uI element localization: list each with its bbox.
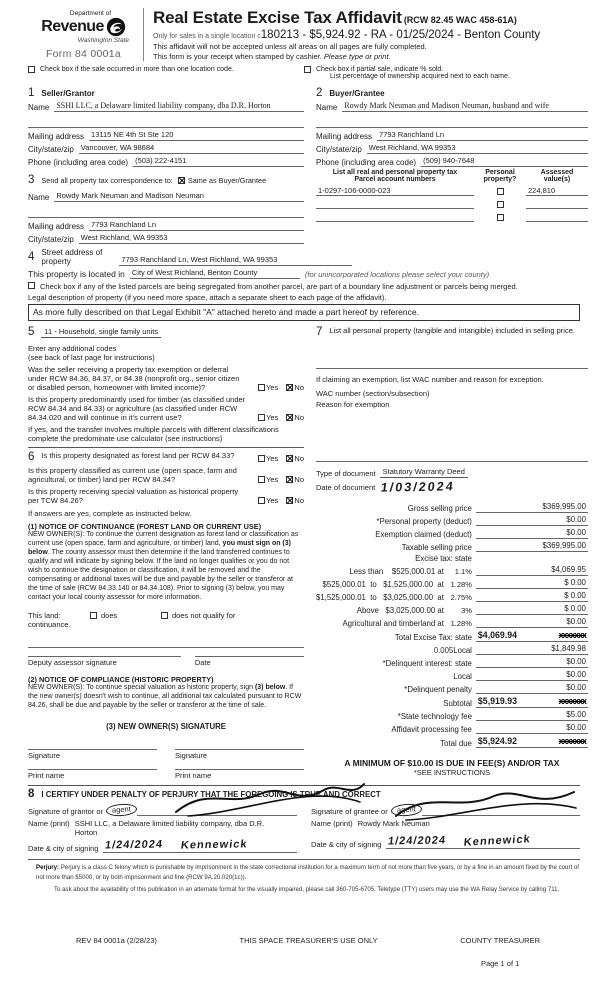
- multiple-location-label: Check box if the sale occurred in more than one location code.: [40, 66, 234, 73]
- buyer-mailing-field[interactable]: 7793 Ranchland Ln: [377, 130, 588, 141]
- title-rcw-ref: (RCW 82.45 WAC 458-61A): [403, 15, 517, 25]
- date-of-document-field[interactable]: 1/03/2024: [380, 479, 456, 495]
- seller-city-label: City/state/zip: [28, 145, 74, 154]
- parcel-number-field[interactable]: 1-0297-106-0000-023: [316, 186, 474, 196]
- buyer-phone-label: Phone (including area code): [316, 158, 417, 167]
- assessed-value-field[interactable]: 224,810: [526, 186, 588, 196]
- local-tax-field[interactable]: $1,849.98: [476, 644, 588, 655]
- spacer: [476, 562, 588, 563]
- grantee-signature-block: Signature of grantee or agent Name (print) Rowdy Mark Neuman Date & city of signing 1/24/2024 Kennewick: [311, 804, 580, 853]
- bracket-label: Above $3,025,000.00 at: [356, 606, 444, 615]
- agricultural-amount-field[interactable]: $0.00: [476, 617, 588, 628]
- checkbox-does-qualify[interactable]: [90, 612, 97, 619]
- checkbox-historic-no[interactable]: [286, 497, 293, 504]
- total-due-label: Total due: [440, 739, 472, 748]
- located-in-field[interactable]: City of West Richland, Benton County: [130, 268, 300, 279]
- type-or-print-note: Please type or print.: [323, 52, 391, 61]
- total-excise-state-field[interactable]: $4,069.94 xxxxxxx: [477, 630, 586, 640]
- bracket-rate: 2.75%: [450, 593, 472, 602]
- section-3-header: 3 Send all property tax correspondence to: Same as Buyer/Grantee: [28, 174, 267, 186]
- header-instruction-2: This form is your receipt when stamped by cashier.: [153, 52, 322, 61]
- section-7-column: [316, 326, 588, 780]
- new-owner-signature-lines: [28, 749, 304, 760]
- owner-signature-line-1[interactable]: Signature: [28, 749, 157, 760]
- partial-sale-label: Check box if partial sale, indicate % sold. List percentage of ownership acquired next to each name.: [316, 66, 510, 80]
- section-7-header: 7 List all personal property (tangible and intangible) included in selling price.: [316, 326, 575, 338]
- tax-label: Exemption claimed (deduct): [375, 530, 472, 539]
- notice-compliance-title: (2) NOTICE OF COMPLIANCE (HISTORIC PROPERTY): [28, 674, 214, 684]
- tax-label: Gross selling price: [407, 504, 472, 513]
- blank-line: [316, 360, 588, 369]
- blank-line: [28, 209, 304, 218]
- accessibility-note: To ask about the availability of this publication in an alternate format for the visually impaired, please call 360-705-6705. Teletype (TTY) users may use the WA Relay Service by calling 711.: [54, 885, 560, 893]
- land-qualify-row: This land: continuance. does does not qualify for: [28, 610, 236, 629]
- blank-line: [316, 453, 588, 462]
- checkbox-q1-yes[interactable]: [258, 384, 265, 391]
- exemption-claimed-field[interactable]: $0.00: [476, 528, 588, 539]
- exemption-note: If claiming an exemption, list WAC number and reason for exception.: [316, 375, 544, 384]
- grantor-date-city-line[interactable]: 1/24/2024 Kennewick: [103, 839, 297, 853]
- grantee-signature-line[interactable]: [422, 814, 581, 816]
- assessed-value-field[interactable]: [526, 212, 588, 222]
- checkbox-personal-property-2[interactable]: [497, 201, 504, 208]
- this-land-label: This land: continuance.: [28, 610, 71, 629]
- wac-number-label: WAC number (section/subsection): [316, 389, 430, 398]
- buyer-city-label: City/state/zip: [316, 145, 362, 154]
- excise-tax-state-label: Excise tax: state: [415, 554, 472, 563]
- grantor-signature-block: Signature of grantor or agent Name (print) SSHI LLC, a Delaware limited liability company, dba D.R. Horton Date & city of signing 1/24/2024 Kennewick: [28, 804, 297, 853]
- cashier-stamp-text: 180213 - $5,924.92 - RA - 01/25/2024 - Benton County: [260, 29, 541, 41]
- correspondence-name-label: Name: [28, 193, 50, 202]
- header-title-block: [144, 8, 580, 61]
- bracket-4-amount-field[interactable]: $ 0.00: [476, 604, 588, 615]
- tax-label: *Delinquent interest: state: [382, 659, 472, 668]
- seller-mailing-field[interactable]: 13115 NE 4th St Ste 120: [89, 130, 304, 141]
- section-5-6-column: [28, 326, 316, 780]
- predominate-use-note: If yes, and the transfer involves multiple parcels with different classifications complete the predominate use calculator (see instructions): [28, 425, 279, 443]
- section-2-number: 2: [316, 87, 323, 99]
- seller-phone-field[interactable]: (503) 222-4151: [133, 156, 304, 167]
- correspondence-city-field[interactable]: West Richland, WA 99353: [79, 233, 304, 244]
- deputy-date-line[interactable]: Date: [195, 656, 304, 667]
- new-owner-signature-title: (3) NEW OWNER(S) SIGNATURE: [106, 722, 226, 732]
- see-back-note: (see back of last page for instructions): [28, 353, 155, 362]
- grantor-print-name[interactable]: SSHI LLC, a Delaware limited liability company, dba D.R. Horton: [74, 819, 265, 838]
- seller-phone-label: Phone (including area code): [28, 158, 129, 167]
- parcel-col-header: List all real and personal property tax Parcel account numbers: [332, 169, 458, 183]
- checkbox-does-not-qualify[interactable]: [161, 612, 168, 619]
- checkbox-personal-property-1[interactable]: [497, 188, 504, 195]
- tax-label: *Personal property (deduct): [376, 517, 472, 526]
- tax-label: Taxable selling price: [401, 543, 472, 552]
- historic-property-question: Is this property receiving special valuation as historical property per TCW 84.26? Yes No: [28, 487, 304, 505]
- subtotal-label: Subtotal: [443, 699, 472, 708]
- date-of-document-label: Date of document: [316, 482, 376, 492]
- tax-label: *Delinquent penalty: [404, 685, 472, 694]
- checkbox-q1-no[interactable]: [286, 384, 293, 391]
- owner-print-line-1[interactable]: Print name: [28, 769, 157, 780]
- tax-label: *State technology fee: [397, 712, 472, 721]
- grantee-date-city-line[interactable]: 1/24/2024 Kennewick: [386, 835, 580, 849]
- correspondence-name-field[interactable]: Rowdy Mark Neuman and Madison Neuman: [54, 191, 304, 202]
- bracket-rate: 1.28%: [450, 619, 472, 628]
- current-use-question: Is this property classified as current use (open space, farm and agricultural, or timber) land per RCW 84.34? Yes No: [28, 466, 304, 484]
- county-treasurer-label: COUNTY TREASURER: [460, 935, 540, 945]
- timber-agriculture-question: Is this property predominantly used for timber (as classified under RCW 84.34 and 84.33) or agriculture (as classified under RCW 84.34.020 and will continue in it's current use? Yes No: [28, 395, 304, 422]
- notice-continuance-title: (1) NOTICE OF CONTINUANCE (FOREST LAND OR CURRENT USE): [28, 522, 262, 531]
- minimum-fee-note: A MINIMUM OF $10.00 IS DUE IN FEE(S) AND/OR TAX: [344, 758, 560, 768]
- bracket-1-amount-field[interactable]: $4,069.95: [476, 565, 588, 576]
- see-instructions-note: *SEE INSTRUCTIONS: [413, 768, 491, 777]
- land-use-code-field[interactable]: 11 - Household, single family units: [41, 327, 161, 338]
- bracket-rate: 1.1%: [454, 567, 472, 576]
- footer-rev-number: REV 84 0001a (2/28/23): [76, 935, 157, 945]
- grantee-print-name[interactable]: Rowdy Mark Neuman: [357, 819, 430, 829]
- footer: [28, 936, 580, 968]
- certify-statement: I CERTIFY UNDER PENALTY OF PERJURY THAT THE FOREGOING IS TRUE AND CORRECT: [41, 789, 381, 799]
- parcel-number-field[interactable]: [316, 199, 474, 209]
- parcel-row: [316, 199, 588, 209]
- if-answers-yes-note: If answers are yes, complete as instructed below.: [28, 509, 192, 518]
- bracket-2-amount-field[interactable]: $ 0.00: [476, 578, 588, 589]
- assessed-value-col-header: Assessed value(s): [540, 169, 574, 183]
- unincorporated-note: (for unincorporated locations please select your county): [304, 270, 490, 279]
- local-rate-row-label: 0.005Local: [433, 646, 472, 655]
- single-location-note: Only for sales in a single location c: [153, 33, 261, 40]
- gross-selling-price-field[interactable]: $369,995.00: [476, 502, 588, 513]
- personal-property-col-header: Personal property?: [483, 169, 517, 183]
- bracket-label: Less than $525,000.01 at: [349, 567, 444, 576]
- tax-label: Local: [453, 672, 472, 681]
- section-2-header: 2 Buyer/Grantee: [316, 87, 385, 99]
- affidavit-processing-fee-field[interactable]: $0.00: [476, 723, 588, 734]
- agent-circled: agent: [106, 803, 138, 817]
- buyer-name-label: Name: [316, 103, 338, 112]
- section-6-number: 6: [28, 451, 35, 463]
- section-6: [28, 447, 304, 780]
- seller-name-label: Name: [28, 103, 50, 112]
- seller-city-field[interactable]: Vancouver, WA 98684: [79, 143, 304, 154]
- agent-circled: agent: [390, 803, 422, 817]
- new-owner-print-lines: [28, 769, 304, 780]
- page-indicator: Page 1 of 1: [480, 958, 520, 968]
- seller-mailing-label: Mailing address: [28, 132, 85, 141]
- correspondence-city-label: City/state/zip: [28, 235, 74, 244]
- checkbox-forest-yes[interactable]: [258, 455, 265, 462]
- same-as-buyer-label: Same as Buyer/Grantee: [187, 175, 267, 185]
- county-treasurer-block: [460, 936, 540, 968]
- dor-logo: [28, 8, 144, 61]
- blank-line: [28, 639, 304, 648]
- agricultural-label: Agricultural and timberland at: [342, 619, 444, 628]
- exemption-deferral-question: Was the seller receiving a property tax exemption or deferral under RCW 84.36, 84.37, or 84.38 (nonprofit org., senior citizen or disabled person, homeowner with limited income)? Yes No: [28, 365, 304, 392]
- checkbox-same-as-buyer[interactable]: [178, 177, 185, 184]
- header: [28, 8, 580, 61]
- owner-signature-line-2[interactable]: Signature: [175, 749, 304, 760]
- correspondence-mailing-label: Mailing address: [28, 222, 85, 231]
- bracket-label: $1,525,000.01 to $3,025,000.00 at: [316, 593, 444, 602]
- logo-revenue-text: Revenue: [41, 18, 104, 35]
- checkbox-currentuse-yes[interactable]: [258, 476, 265, 483]
- treasurer-use-label: THIS SPACE TREASURER'S USE ONLY: [239, 935, 378, 945]
- header-checkboxes: [28, 66, 580, 80]
- checkbox-q2-no[interactable]: [286, 414, 293, 421]
- checkbox-historic-yes[interactable]: [258, 497, 265, 504]
- perjury-text: Perjury is a class C felony which is punishable by imprisonment in the state correctional institution for a maximum term of not more than five years, or by a fine in an amount fixed by the court of not more than $5000, or by both imprisonment and fine (RCW 9A.20.020(1c)).: [36, 864, 579, 881]
- deputy-assessor-signature-line[interactable]: Deputy assessor signature: [28, 656, 181, 667]
- delinquent-interest-local-field[interactable]: $0.00: [476, 670, 588, 681]
- additional-codes-label: Enter any additional codes: [28, 344, 117, 353]
- buyer-phone-field[interactable]: (509) 940-7648: [421, 156, 588, 167]
- checkbox-multiple-location[interactable]: [28, 66, 35, 73]
- logo-dept-text: Department of: [69, 10, 112, 17]
- section-8: [28, 785, 580, 853]
- legal-description-label: Legal description of property (if you need more space, attach a separate sheet to each page of the affidavit).: [28, 293, 387, 302]
- section-1-number: 1: [28, 87, 35, 99]
- parcel-table: [316, 169, 588, 222]
- forest-land-question: 6 Is this property designated as forest land per RCW 84.33? Yes No: [28, 451, 304, 463]
- checkbox-q2-yes[interactable]: [258, 414, 265, 421]
- segregated-label: Check box if any of the listed parcels are being segregated from another parcel, are part of a boundary line adjustment or parcels being merged.: [40, 282, 518, 291]
- located-in-label: This property is located in: [28, 269, 125, 279]
- header-instruction-1: This affidavit will not be accepted unless all areas on all pages are fully completed.: [153, 42, 427, 51]
- voided-amount: xxxxxxx: [558, 736, 586, 746]
- correspondence-mailing-field[interactable]: 7793 Ranchland Ln: [89, 220, 304, 231]
- section-7-number: 7: [316, 326, 323, 338]
- grantor-signature-line[interactable]: [137, 814, 297, 816]
- voided-amount: xxxxxxx: [558, 630, 586, 640]
- section-8-number: 8: [28, 788, 35, 801]
- delinquent-interest-state-field[interactable]: $0.00: [476, 657, 588, 668]
- right-column: [316, 82, 588, 244]
- checkbox-forest-no[interactable]: [286, 455, 293, 462]
- checkbox-segregated[interactable]: [28, 282, 35, 289]
- assessed-value-field[interactable]: [526, 199, 588, 209]
- personal-property-deduct-field[interactable]: $0.00: [476, 515, 588, 526]
- section-4: [28, 248, 580, 321]
- bracket-rate: 3%: [461, 606, 472, 615]
- type-of-document-label: Type of document: [316, 469, 376, 478]
- revenue-swirl-icon: [106, 17, 126, 37]
- total-excise-state-label: Total Excise Tax: state: [394, 633, 472, 642]
- bracket-label: $525,000.01 to $1,525,000.00 at: [322, 580, 444, 589]
- legal-description-field[interactable]: As more fully described on that Legal Exhibit "A" attached hereto and made a part hereof by reference.: [28, 304, 580, 321]
- state-technology-fee-field[interactable]: $5.00: [476, 710, 588, 721]
- voided-amount: xxxxxxx: [558, 696, 586, 706]
- left-column: [28, 82, 316, 244]
- street-address-field[interactable]: 7793 Ranchland Ln, West Richland, WA 99353: [119, 255, 351, 266]
- checkbox-personal-property-3[interactable]: [497, 214, 504, 221]
- parcel-row: [316, 212, 588, 222]
- street-address-label: Street address of property: [41, 248, 103, 266]
- bracket-3-amount-field[interactable]: $ 0.00: [476, 591, 588, 602]
- notice-compliance-body: NEW OWNER(S): To continue special valuation as historic property, sign (3) below. If the new owner(s) doesn't wish to continue, all additional tax calculated pursuant to RCW 84.26, shall be due and payable by the seller or transferor at the time of sale.: [28, 683, 302, 709]
- parcel-number-field[interactable]: [316, 212, 474, 222]
- section-4-number: 4: [28, 251, 35, 263]
- type-of-document-field[interactable]: Statutory Warranty Deed: [380, 467, 468, 478]
- owner-print-line-2[interactable]: Print name: [175, 769, 304, 780]
- perjury-note: [28, 859, 580, 893]
- form-number: Form 84 0001a: [45, 48, 122, 60]
- buyer-city-field[interactable]: West Richland, WA 99353: [367, 143, 588, 154]
- page-title: Real Estate Excise Tax Affidavit: [153, 8, 402, 27]
- total-due-field[interactable]: $5,924.92 xxxxxxx: [477, 736, 586, 746]
- subtotal-field[interactable]: $5,919.93 xxxxxxx: [477, 696, 586, 706]
- section-5-header: [28, 326, 304, 338]
- perjury-label: Perjury:: [36, 864, 60, 872]
- reason-exemption-label: Reason for exemption: [316, 400, 390, 409]
- blank-line: [316, 119, 588, 128]
- taxable-selling-price-field[interactable]: $369,995.00: [476, 541, 588, 552]
- seller-name-field[interactable]: SSHI LLC, a Delaware limited liability company, dba D.R. Horton: [54, 101, 304, 112]
- section-5-number: 5: [28, 326, 35, 338]
- checkbox-currentuse-no[interactable]: [286, 476, 293, 483]
- buyer-name-field[interactable]: Rowdy Mark Neuman and Madison Neuman, husband and wife: [342, 101, 588, 112]
- bracket-rate: 1.28%: [450, 580, 472, 589]
- notice-continuance-body: NEW OWNER(S): To continue the current designation as forest land or classification as current use (open space, farm and agriculture, or timber) land, you must sign on (3) below. The county assessor must then determine if the land transferred continues to qualify and will indicate by signing below. If the land no longer qualifies or you do not wish to continue the designation or classification, it will be removed and the compensating or additional taxes will be due and payable by the seller or transferor at the time of sale (RCW 84.33.140 or 84.34.108). Prior to signing (3) below, you may contact your local county assessor for more information.: [28, 531, 299, 601]
- parcel-row: [316, 186, 588, 196]
- section-1-header: 1 Seller/Grantor: [28, 87, 95, 99]
- delinquent-penalty-field[interactable]: $0.00: [476, 683, 588, 694]
- blank-line: [28, 119, 304, 128]
- excise-tax-table: [316, 502, 588, 748]
- checkbox-partial-sale[interactable]: [304, 66, 311, 73]
- logo-state-text: Washington State: [77, 37, 129, 44]
- tax-label: Affidavit processing fee: [391, 725, 472, 734]
- section-3-number: 3: [28, 174, 35, 186]
- buyer-mailing-label: Mailing address: [316, 132, 373, 141]
